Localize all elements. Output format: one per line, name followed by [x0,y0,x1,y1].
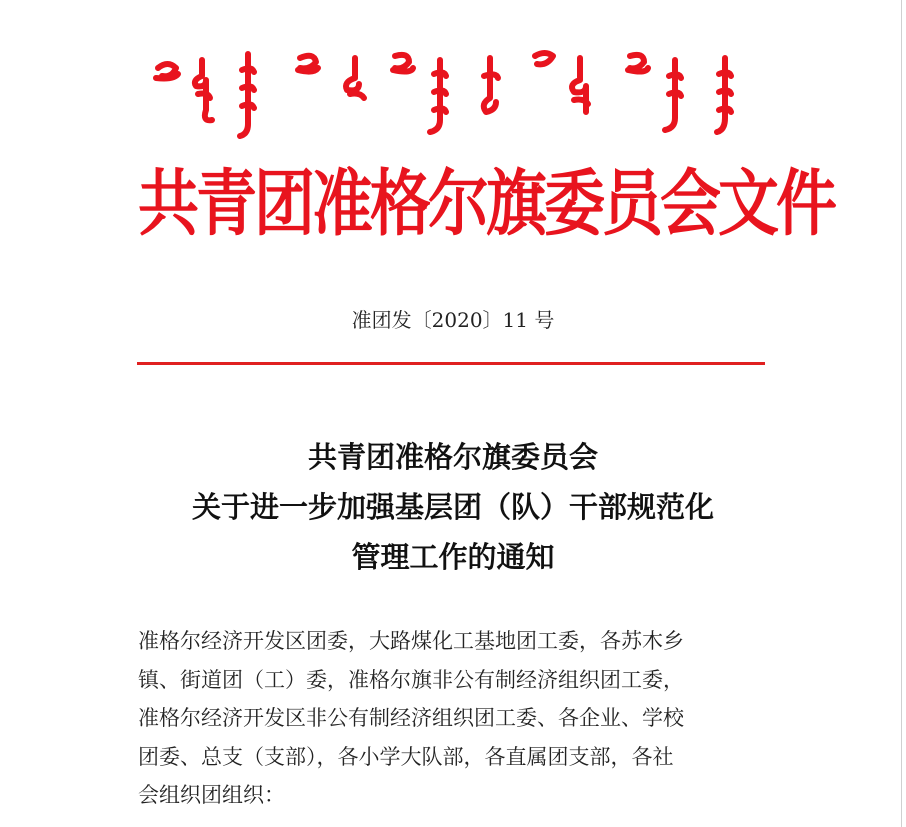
page-edge-divider [901,0,902,827]
recipients-paragraph [138,622,778,815]
mongolian-script-graphic [150,48,760,143]
recipients-line-1: 准格尔经济开发区团委，大路煤化工基地团工委，各苏木乡 [138,629,684,653]
recipients-line-4: 团委、总支（支部），各小学大队部，各直属团支部，各社 [138,744,674,769]
notice-title [0,432,906,582]
red-separator-line [137,362,765,365]
notice-title-line-3: 管理工作的通知 [351,540,555,574]
mongolian-script-header [150,48,760,143]
notice-title-line-1: 共青团准格尔旗委员会 [307,440,598,474]
recipients-line-5: 会组织团组织： [138,783,285,807]
issuer-header-text: 共青团准格尔旗委员会文件 [138,162,835,247]
document-number: 准团发〔2020〕11 号 [351,308,555,332]
recipients-line-2: 镇、街道团（工）委，准格尔旗非公有制经济组织团工委， [138,667,684,692]
recipients-line-3: 准格尔经济开发区非公有制经济组织团工委、各企业、学校 [138,706,684,730]
notice-title-line-2: 关于进一步加强基层团（队）干部规范化 [191,490,714,524]
issuer-header-title [138,152,835,258]
